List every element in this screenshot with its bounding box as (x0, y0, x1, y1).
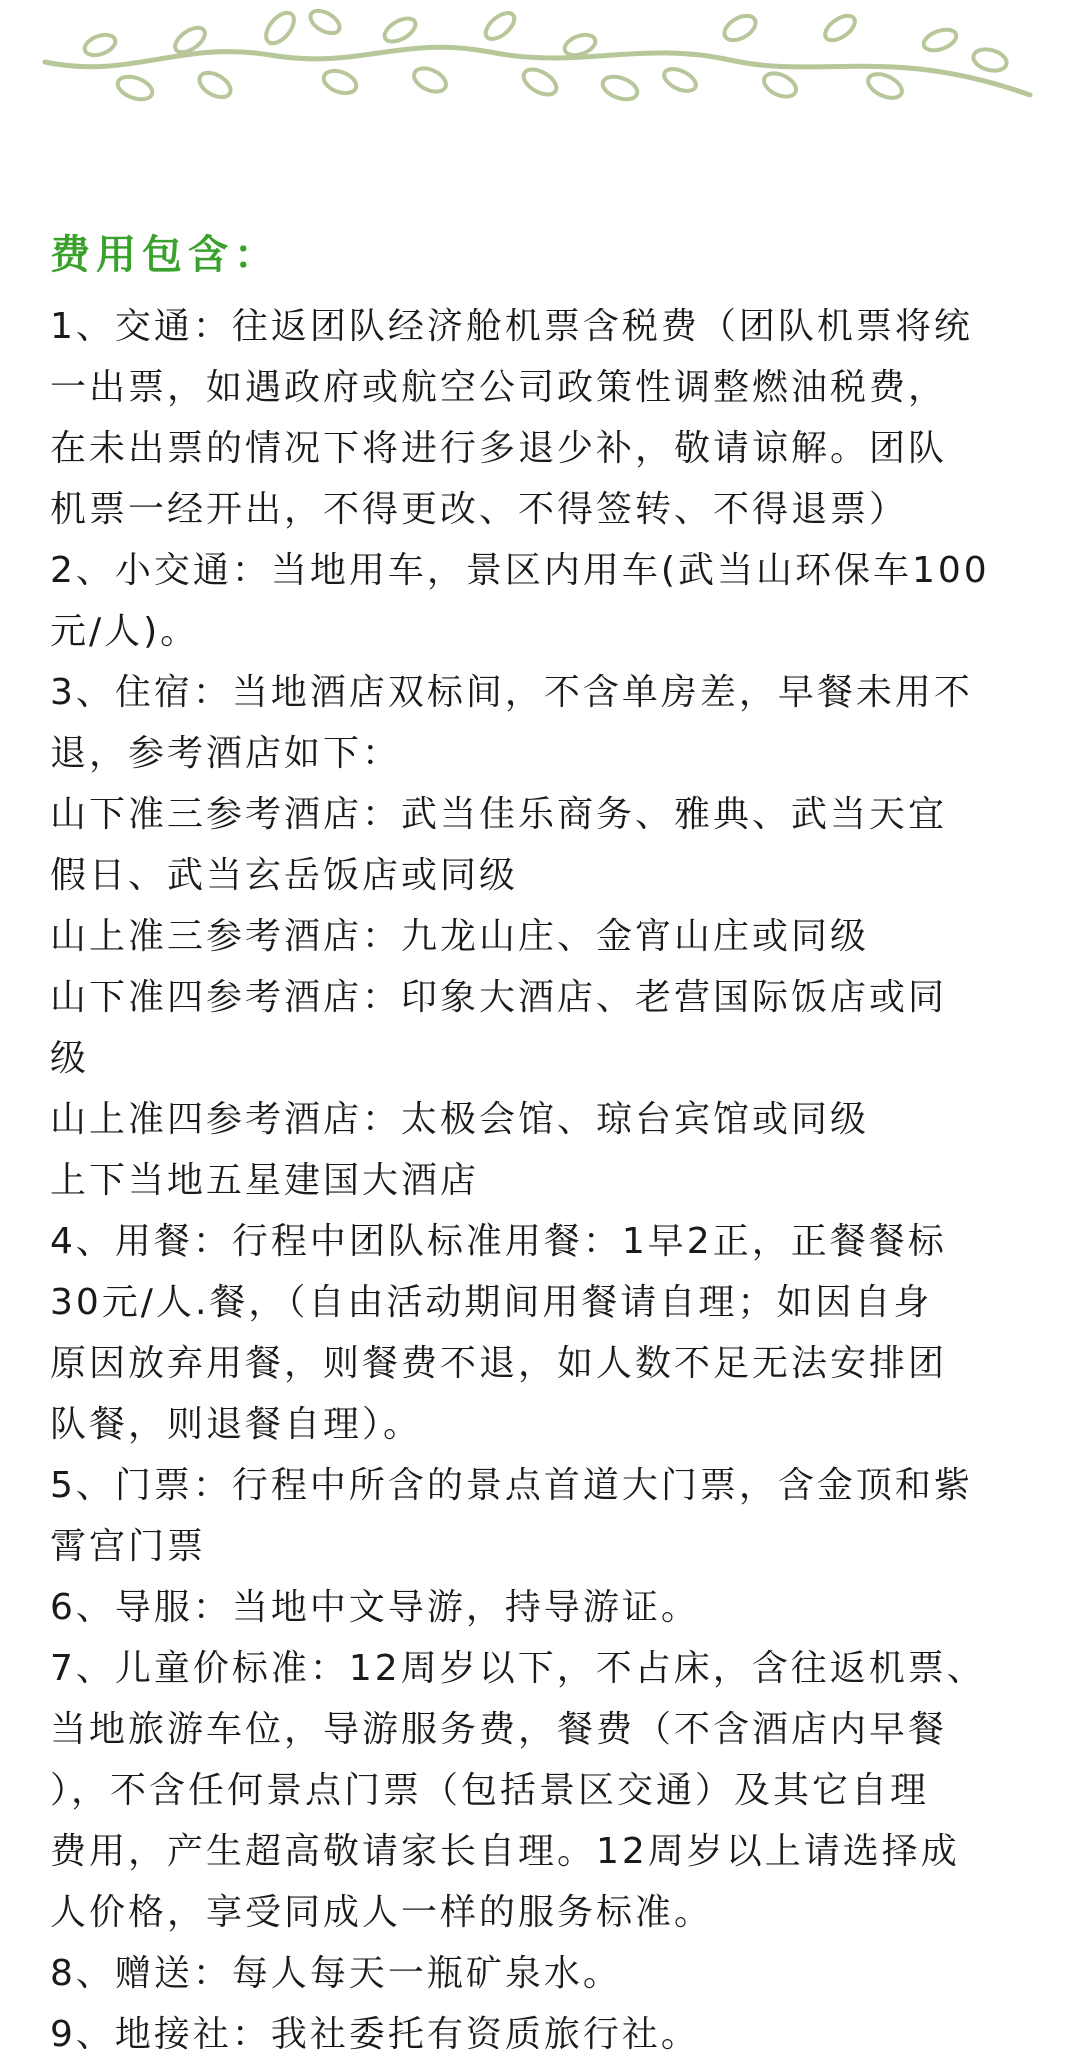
text-line: 4、用餐：行程中团队标准用餐：1早2正，正餐餐标 (50, 1221, 947, 1262)
text-line: 在未出票的情况下将进行多退少补，敬请谅解。团队 (50, 428, 948, 469)
text-line: 费用，产生超高敬请家长自理。12周岁以上请选择成 (50, 1831, 960, 1872)
vine-leaf (921, 26, 959, 55)
text-line: 原因放弃用餐，则餐费不退，如人数不足无法安排团 (50, 1343, 948, 1384)
text-line: 山上准四参考酒店：太极会馆、琼台宾馆或同级 (50, 1099, 870, 1140)
vine-leaf (600, 72, 641, 103)
text-line: 山下准三参考酒店：武当佳乐商务、雅典、武当天宜 (50, 794, 948, 835)
vine-leaf (720, 11, 759, 45)
vine-leaf (82, 31, 118, 59)
text-line: 9、地接社：我社委托有资质旅行社。 (50, 2014, 700, 2055)
text-line: 30元/人.餐，（自由活动期间用餐请自理；如因自身 (50, 1282, 933, 1323)
section-title: 费用包含： (50, 232, 280, 278)
vine-leaf (760, 69, 799, 101)
text-line: 霄宫门票 (50, 1526, 207, 1567)
vine-leaf (481, 8, 519, 44)
text-line: 一出票，如遇政府或航空公司政策性调整燃油税费， (50, 367, 948, 408)
vine-leaf (307, 6, 344, 38)
vine-leaf (971, 46, 1009, 74)
text-line: 5、门票：行程中所含的景点首道大门票，含金顶和紫 (50, 1465, 973, 1506)
text-line: 6、导服：当地中文导游，持导游证。 (50, 1587, 700, 1628)
text-line: 2、小交通：当地用车，景区内用车(武当山环保车100 (50, 550, 990, 591)
text-line: 元/人)。 (50, 611, 200, 652)
vine-leaf (821, 11, 859, 45)
text-line: 山上准三参考酒店：九龙山庄、金宵山庄或同级 (50, 916, 870, 957)
vine-leaf (195, 68, 234, 102)
vine-leaf (864, 69, 905, 102)
text-line: 假日、武当玄岳饭店或同级 (50, 855, 519, 896)
vine-leaf (410, 64, 449, 96)
text-line: 队餐，则退餐自理）。 (50, 1404, 423, 1445)
text-line: ），不含任何景点门票（包括景区交通）及其它自理 (50, 1770, 930, 1811)
vine-decoration (40, 0, 1040, 130)
text-line: 机票一经开出，不得更改、不得签转、不得退票） (50, 489, 909, 530)
fee-inclusion-list (50, 296, 1040, 2065)
vine-leaf (519, 64, 560, 99)
vine-leaf (661, 65, 699, 96)
text-line: 7、儿童价标准：12周岁以下，不占床，含往返机票、 (50, 1648, 986, 1689)
text-line: 3、住宿：当地酒店双标间，不含单房差，早餐未用不 (50, 672, 973, 713)
text-line: 1、交通：往返团队经济舱机票含税费（团队机票将统 (50, 306, 973, 347)
vine-leaf (321, 67, 360, 97)
text-line: 级 (50, 1038, 90, 1079)
text-line: 当地旅游车位，导游服务费，餐费（不含酒店内早餐 (50, 1709, 948, 1750)
vine-leaf (115, 72, 156, 103)
text-line: 退，参考酒店如下： (50, 733, 402, 774)
vine-leaf (381, 14, 419, 47)
vine-leaf (261, 8, 299, 48)
text-line: 人价格，享受同成人一样的服务标准。 (50, 1892, 714, 1933)
text-line: 8、赠送：每人每天一瓶矿泉水。 (50, 1953, 622, 1994)
text-line: 上下当地五星建国大酒店 (50, 1160, 480, 1201)
text-line: 山下准四参考酒店：印象大酒店、老营国际饭店或同 (50, 977, 948, 1018)
